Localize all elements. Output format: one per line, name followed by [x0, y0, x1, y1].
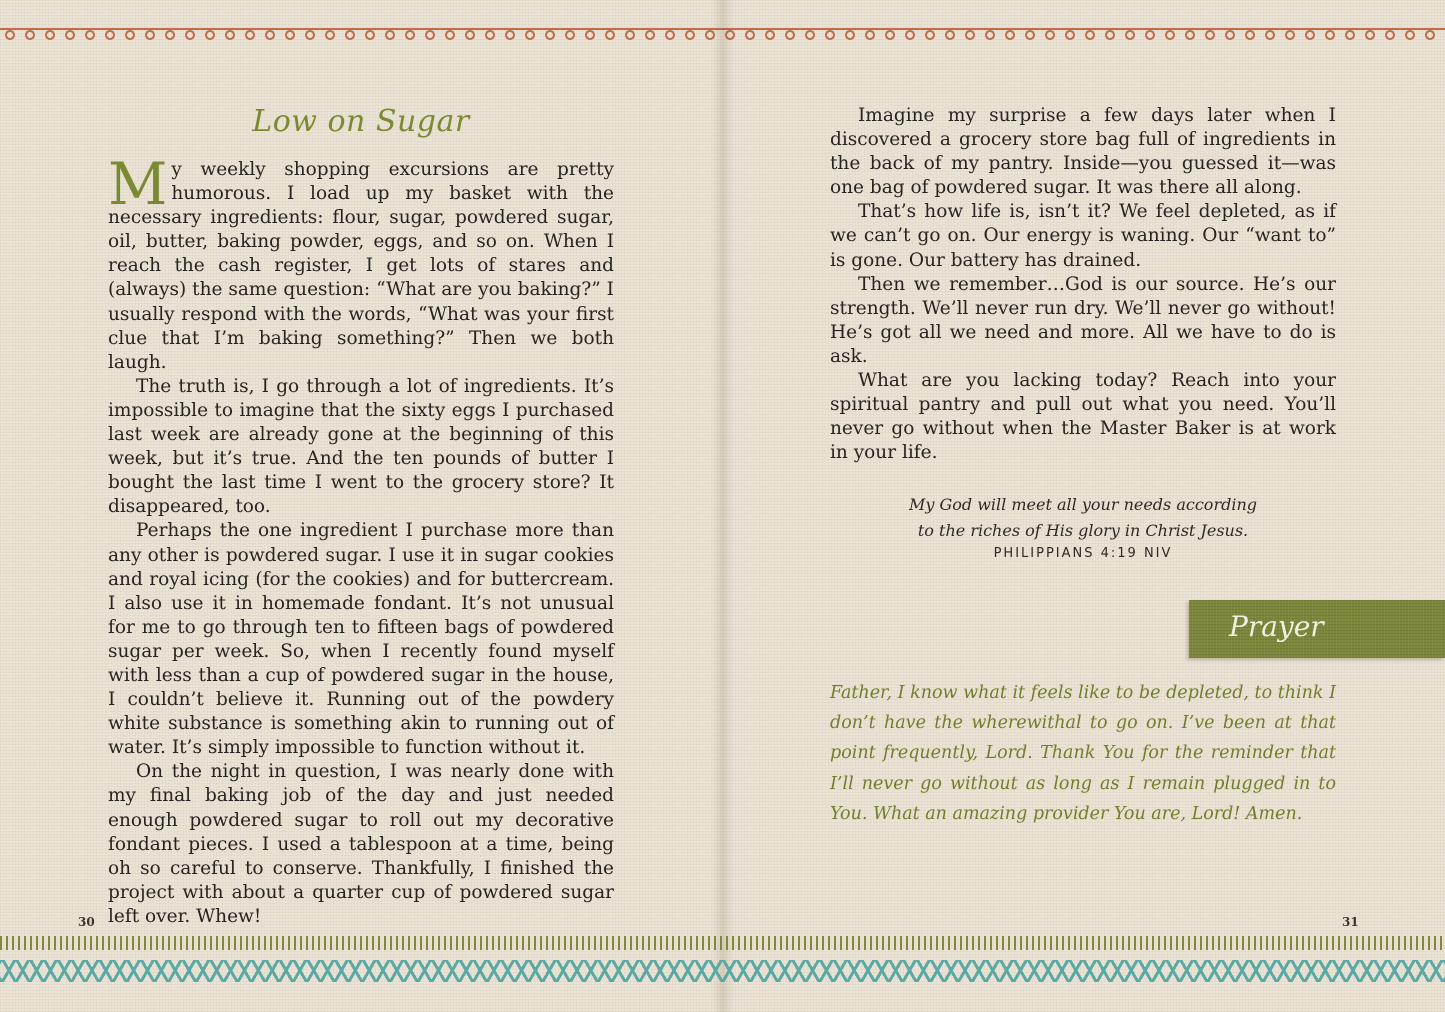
paragraph-1: My weekly shopping excursions are pretty humorous. I load up my basket with the necessary ingredients: flour, sugar, powdered sugar, oil, butter, baking powder, eggs, and so on. When I reach the cash register, I get lots of stares and (always) the same question: “What are you baking?” I usually respond with the words, “What was your first clue that I’m baking something?” Then we both laugh. — [108, 150, 614, 373]
bottom-border-teal-chevron — [0, 960, 1445, 982]
verse-line-1: My God will meet all your needs according — [908, 495, 1257, 514]
left-page — [0, 0, 722, 1012]
paragraph-7: Then we remember…God is our source. He’s our strength. We’ll never run dry. We’ll never go without! He’s got all we need and more. All we have to do is ask. — [830, 273, 1336, 367]
prayer-text: Father, I know what it feels like to be depleted, to think I don’t have the wherewithal to go on. I’ve been at that point frequently, Lord. Thank You for the reminder that I’ll never go without as long as I remain plugged in to You. What an amazing provider You are, Lord! Amen. — [830, 683, 1336, 824]
bottom-decorative-border — [0, 936, 1445, 1012]
verse-line-2: to the riches of His glory in Christ Jesus. — [917, 521, 1249, 540]
paragraph-8: What are you lacking today? Reach into your spiritual pantry and pull out what you need. You’ll never go without when the Master Baker is at work in your life. — [830, 370, 1336, 464]
scripture-verse — [830, 492, 1336, 544]
prayer-heading: Prayer — [1229, 610, 1324, 643]
paragraph-5: Imagine my surprise a few days later when I discovered a grocery store bag full of ingredients in the back of my pantry. Inside—you guessed it—was one bag of powdered sugar. It was there all along. — [830, 105, 1336, 199]
paragraph-6: That’s how life is, isn’t it? We feel depleted, as if we can’t go on. Our energy is waning. Our “want to” is gone. Our battery has drained. — [830, 201, 1336, 271]
page-number-left: 30 — [78, 915, 95, 929]
paragraph-2: The truth is, I go through a lot of ingredients. It’s impossible to imagine that the sixty eggs I purchased last week are already gone at the beginning of this week, but it’s true. And the ten pounds of butter I bought the last time I went to the grocery store? It disappeared, too. — [108, 375, 614, 518]
right-body-text — [830, 104, 1336, 465]
paragraph-3: Perhaps the one ingredient I purchase more than any other is powdered sugar. I use it in sugar cookies and royal icing (for the cookies) and for buttercream. I also use it in homemade fondant. It’s not unusual for me to go through ten to fifteen bags of powdered sugar per week. So, when I recently found myself with less than a cup of powdered sugar in the house, I couldn’t believe it. Running out of the powdery white substance is something akin to running out of water. It’s simply impossible to function without it. — [108, 520, 614, 759]
page-number-right: 31 — [1342, 915, 1359, 929]
page-title: Low on Sugar — [252, 104, 470, 139]
bottom-border-green-stitch — [0, 936, 1445, 950]
prayer-ribbon-tag — [1189, 600, 1445, 658]
scripture-reference: PHILIPPIANS 4:19 NIV — [993, 546, 1173, 561]
drop-cap: M — [108, 150, 168, 218]
left-body-text — [108, 150, 614, 929]
right-page — [722, 0, 1445, 1012]
paragraph-4: On the night in question, I was nearly done with my final baking job of the day and just needed enough powdered sugar to roll out my decorative fondant pieces. I used a tablespoon at a time, being oh so careful to conserve. Thankfully, I finished the project with about a quarter cup of powdered sugar left over. Whew! — [108, 761, 614, 927]
